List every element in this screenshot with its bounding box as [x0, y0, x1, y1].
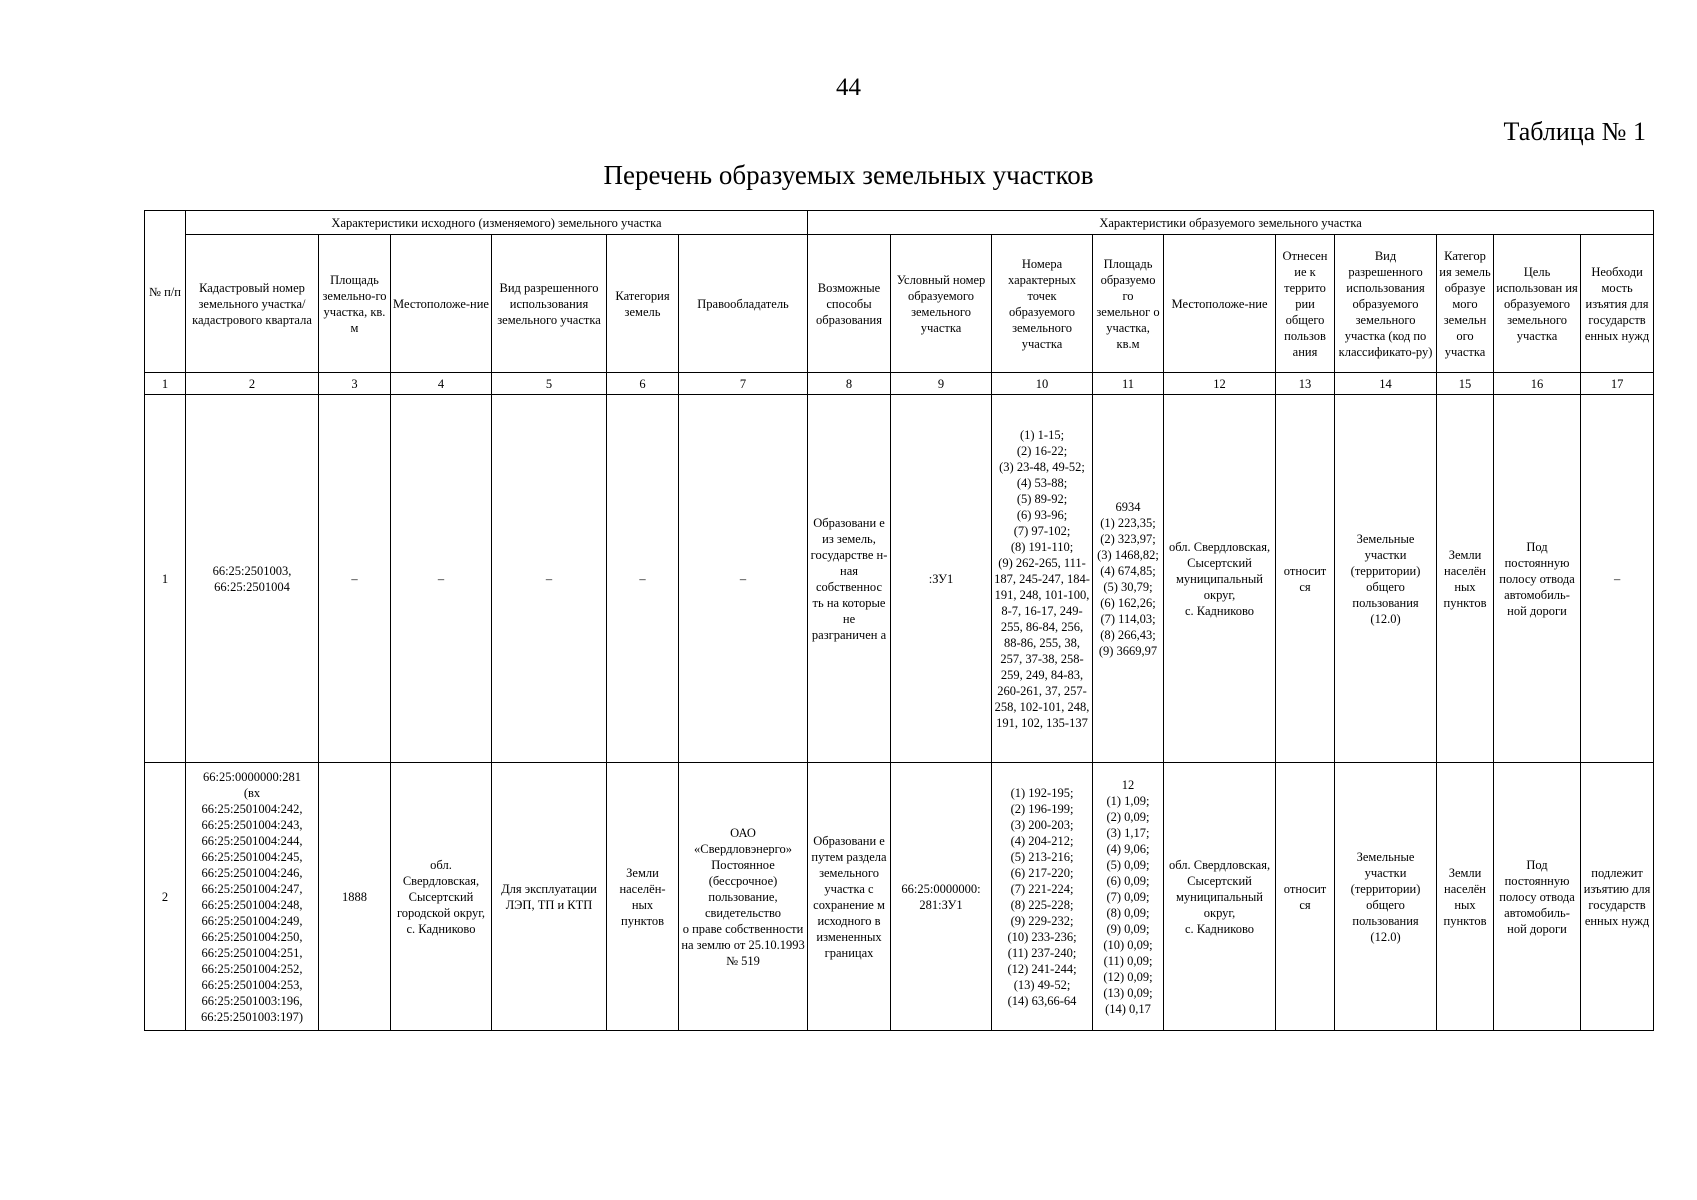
header-cell: Номера характерных точек образуемого земельного участка	[992, 235, 1093, 373]
table-cell: 1888	[319, 763, 391, 1031]
column-number-cell: 3	[319, 373, 391, 395]
header-cell: Местоположе-ние	[1164, 235, 1276, 373]
header-cell: Отнесен ие к террито рии общего пользов ания	[1276, 235, 1335, 373]
table-cell: :ЗУ1	[891, 395, 992, 763]
column-number-cell: 12	[1164, 373, 1276, 395]
column-number-cell: 14	[1335, 373, 1437, 395]
header-cell: Вид разрешенного использования образуемого земельного участка (код по классификато-ру)	[1335, 235, 1437, 373]
table-cell: Образовани е из земель, государстве н-ная собственнос ть на которые не разграничен а	[808, 395, 891, 763]
table-cell: (1) 1-15; (2) 16-22; (3) 23-48, 49-52; (4) 53-88; (5) 89-92; (6) 93-96; (7) 97-102; (8) 191-110; (9) 262-265, 111-187, 245-247, 184-191, 248, 101-100, 8-7, 16-17, 249-255, 86-84, 256, 88-86, 255, 38, 257, 37-38, 258-259, 249, 84-83, 260-261, 37, 257-258, 102-101, 248, 191, 102, 135-137	[992, 395, 1093, 763]
header-cell: Категор ия земель образуе мого земельн ого участка	[1437, 235, 1494, 373]
header-cell: Возможные способы образования	[808, 235, 891, 373]
column-number-cell: 10	[992, 373, 1093, 395]
header-cell: Цель использован ия образуемого земельного участка	[1494, 235, 1581, 373]
column-number-cell: 9	[891, 373, 992, 395]
table-cell: обл. Свердловская, Сысертский муниципальный округ, с. Кадниково	[1164, 395, 1276, 763]
table-cell: Земли населён-ных пунктов	[607, 763, 679, 1031]
table-cell: –	[391, 395, 492, 763]
table-cell: относит ся	[1276, 395, 1335, 763]
column-number-cell: 7	[679, 373, 808, 395]
column-number-cell: 15	[1437, 373, 1494, 395]
table-row	[145, 395, 1654, 763]
table-cell: Образовани е путем раздела земельного участка с сохранение м исходного в измененных границах	[808, 763, 891, 1031]
table-cell: –	[492, 395, 607, 763]
header-cell: Вид разрешенного использования земельного участка	[492, 235, 607, 373]
column-number-cell: 1	[145, 373, 186, 395]
table-row	[145, 763, 1654, 1031]
table-label: Таблица № 1	[1503, 117, 1646, 146]
table-cell: Земли населён ных пунктов	[1437, 395, 1494, 763]
table-cell: –	[1581, 395, 1654, 763]
header-cell: Площадь земельно-го участка, кв. м	[319, 235, 391, 373]
column-number-cell: 6	[607, 373, 679, 395]
column-number-cell: 8	[808, 373, 891, 395]
table-cell: обл. Свердловская, Сысертский городской округ, с. Кадниково	[391, 763, 492, 1031]
document-title: Перечень образуемых земельных участков	[603, 160, 1094, 190]
table-cell: 2	[145, 763, 186, 1031]
table-cell: Земли населён ных пунктов	[1437, 763, 1494, 1031]
table-cell: 66:25:0000000:281 (вх 66:25:2501004:242, 66:25:2501004:243, 66:25:2501004:244, 66:25:2501004:245, 66:25:2501004:246, 66:25:2501004:247, 66:25:2501004:248, 66:25:2501004:249, 66:25:2501004:250, 66:25:2501004:251, 66:25:2501004:252, 66:25:2501004:253, 66:25:2501003:196, 66:25:2501003:197)	[186, 763, 319, 1031]
table-cell: подлежит изъятию для государств енных нужд	[1581, 763, 1654, 1031]
table-cell: –	[607, 395, 679, 763]
table-cell: 12 (1) 1,09; (2) 0,09; (3) 1,17; (4) 9,06; (5) 0,09; (6) 0,09; (7) 0,09; (8) 0,09; (9) 0,09; (10) 0,09; (11) 0,09; (12) 0,09; (13) 0,09; (14) 0,17	[1093, 763, 1164, 1031]
column-number-cell: 11	[1093, 373, 1164, 395]
header-cell: № п/п	[145, 211, 186, 373]
table-cell: –	[679, 395, 808, 763]
header-cell: Кадастровый номер земельного участка/ кадастрового квартала	[186, 235, 319, 373]
table-cell: ОАО «Свердловэнерго» Постоянное (бессрочное) пользование, свидетельство о праве собственности на землю от 25.10.1993 № 519	[679, 763, 808, 1031]
table-cell: Земельные участки (территории) общего пользования (12.0)	[1335, 763, 1437, 1031]
table-cell: обл. Свердловская, Сысертский муниципальный округ, с. Кадниково	[1164, 763, 1276, 1031]
column-number-cell: 16	[1494, 373, 1581, 395]
table-cell: (1) 192-195; (2) 196-199; (3) 200-203; (4) 204-212; (5) 213-216; (6) 217-220; (7) 221-224; (8) 225-228; (9) 229-232; (10) 233-236; (11) 237-240; (12) 241-244; (13) 49-52; (14) 63,66-64	[992, 763, 1093, 1031]
column-number-cell: 2	[186, 373, 319, 395]
table-cell: 6934 (1) 223,35; (2) 323,97; (3) 1468,82; (4) 674,85; (5) 30,79; (6) 162,26; (7) 114,03; (8) 266,43; (9) 3669,97	[1093, 395, 1164, 763]
table-cell: относит ся	[1276, 763, 1335, 1031]
column-number-cell: 17	[1581, 373, 1654, 395]
header-cell: Категория земель	[607, 235, 679, 373]
table-cell: Под постоянную полосу отвода автомобиль-ной дороги	[1494, 763, 1581, 1031]
header-cell: Правообладатель	[679, 235, 808, 373]
group-header-target: Характеристики образуемого земельного участка	[808, 211, 1654, 235]
header-cell: Условный номер образуемого земельного участка	[891, 235, 992, 373]
column-number-cell: 4	[391, 373, 492, 395]
table-cell: 66:25:0000000: 281:ЗУ1	[891, 763, 992, 1031]
header-cell: Необходи мость изъятия для государств енных нужд	[1581, 235, 1654, 373]
land-plots-table	[144, 210, 1654, 1031]
table-cell: 1	[145, 395, 186, 763]
group-header-source: Характеристики исходного (изменяемого) земельного участка	[186, 211, 808, 235]
table-cell: Для эксплуатации ЛЭП, ТП и КТП	[492, 763, 607, 1031]
column-number-cell: 5	[492, 373, 607, 395]
header-cell: Площадь образуемо го земельног о участка, кв.м	[1093, 235, 1164, 373]
header-cell: Местоположе-ние	[391, 235, 492, 373]
table-cell: 66:25:2501003, 66:25:2501004	[186, 395, 319, 763]
table-cell: Земельные участки (территории) общего пользования (12.0)	[1335, 395, 1437, 763]
column-number-cell: 13	[1276, 373, 1335, 395]
table-cell: –	[319, 395, 391, 763]
table-cell: Под постоянную полосу отвода автомобиль-ной дороги	[1494, 395, 1581, 763]
page-number: 44	[836, 74, 861, 101]
